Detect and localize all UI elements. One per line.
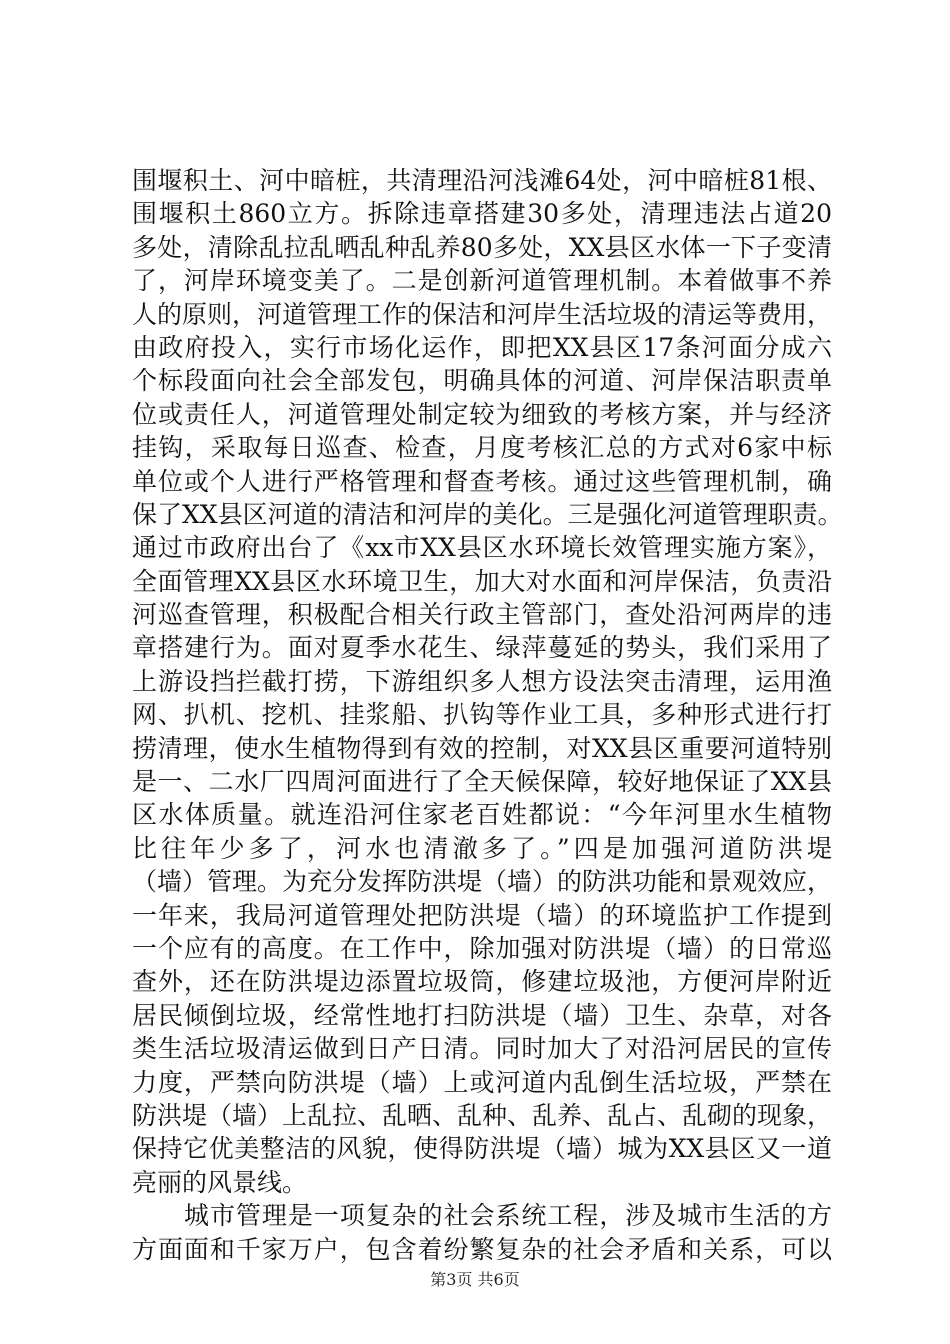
text-line: 是一、二水厂四周河面进行了全天候保障，较好地保证了XX县	[132, 767, 832, 797]
text-line: 力度，严禁向防洪堤（墙）上或河道内乱倒生活垃圾，严禁在	[132, 1067, 832, 1097]
text-line: 章搭建行为。面对夏季水花生、绿萍蔓延的势头，我们采用了	[132, 633, 832, 663]
text-line: 个标段面向社会全部发包，明确具体的河道、河岸保洁职责单	[132, 366, 832, 396]
page-footer: 第3页 共6页	[430, 1270, 520, 1289]
text-line: 由政府投入，实行市场化运作，即把XX县区17条河面分成六	[132, 332, 832, 362]
text-line: 比往年少多了，河水也清澈多了。”四是加强河道防洪堤	[132, 833, 832, 863]
text-line: 查外，还在防洪堤边添置垃圾筒，修建垃圾池，方便河岸附近	[132, 967, 832, 997]
text-line: 亮丽的风景线。	[132, 1167, 308, 1197]
text-line: 多处，清除乱拉乱晒乱种乱养80多处，XX县区水体一下子变清	[132, 232, 832, 262]
text-line: 居民倾倒垃圾，经常性地打扫防洪堤（墙）卫生、杂草，对各	[132, 1000, 832, 1030]
text-line: 保持它优美整洁的风貌，使得防洪堤（墙）城为XX县区又一道	[132, 1134, 832, 1164]
text-line: 河巡查管理，积极配合相关行政主管部门，查处沿河两岸的违	[132, 600, 832, 630]
text-line: （墙）管理。为充分发挥防洪堤（墙）的防洪功能和景观效应，	[132, 867, 833, 897]
text-line: 通过市政府出台了《xx市XX县区水环境长效管理实施方案》，	[132, 533, 832, 563]
text-line: 类生活垃圾清运做到日产日清。同时加大了对沿河居民的宣传	[132, 1034, 832, 1064]
text-line: 人的原则，河道管理工作的保洁和河岸生活垃圾的清运等费用，	[132, 299, 833, 329]
text-line: 一年来，我局河道管理处把防洪堤（墙）的环境监护工作提到	[132, 900, 832, 930]
text-line: 保了XX县区河道的清洁和河岸的美化。三是强化河道管理职责。	[132, 499, 843, 529]
text-line: 挂钩，采取每日巡查、检查，月度考核汇总的方式对6家中标	[132, 433, 832, 463]
text-line: 位或责任人，河道管理处制定较为细致的考核方案，并与经济	[132, 399, 832, 429]
text-line: 围堰积土860立方。拆除违章搭建30多处，清理违法占道20	[132, 199, 832, 229]
text-line: 网、扒机、挖机、挂浆船、扒钩等作业工具，多种形式进行打	[132, 700, 832, 730]
paragraph-first-line: 城市管理是一项复杂的社会系统工程，涉及城市生活的方	[184, 1201, 832, 1231]
text-line: 上游设挡拦截打捞，下游组织多人想方设法突击清理，运用渔	[132, 666, 832, 696]
text-line: 了，河岸环境变美了。二是创新河道管理机制。本着做事不养	[132, 266, 832, 296]
text-line: 区水体质量。就连沿河住家老百姓都说：“今年河里水生植物	[132, 800, 832, 830]
text-line: 全面管理XX县区水环境卫生，加大对水面和河岸保洁，负责沿	[132, 566, 832, 596]
text-line: 一个应有的高度。在工作中，除加强对防洪堤（墙）的日常巡	[132, 933, 832, 963]
body-text	[132, 164, 843, 1266]
text-line: 围堰积土、河中暗桩，共清理沿河浅滩64处，河中暗桩81根、	[132, 166, 832, 195]
text-line: 捞清理，使水生植物得到有效的控制，对XX县区重要河道特别	[132, 733, 832, 763]
text-line: 单位或个人进行严格管理和督查考核。通过这些管理机制，确	[132, 466, 832, 496]
text-line: 防洪堤（墙）上乱拉、乱晒、乱种、乱养、乱占、乱砌的现象，	[132, 1100, 833, 1130]
text-line: 方面面和千家万户，包含着纷繁复杂的社会矛盾和关系，可以	[132, 1234, 832, 1264]
